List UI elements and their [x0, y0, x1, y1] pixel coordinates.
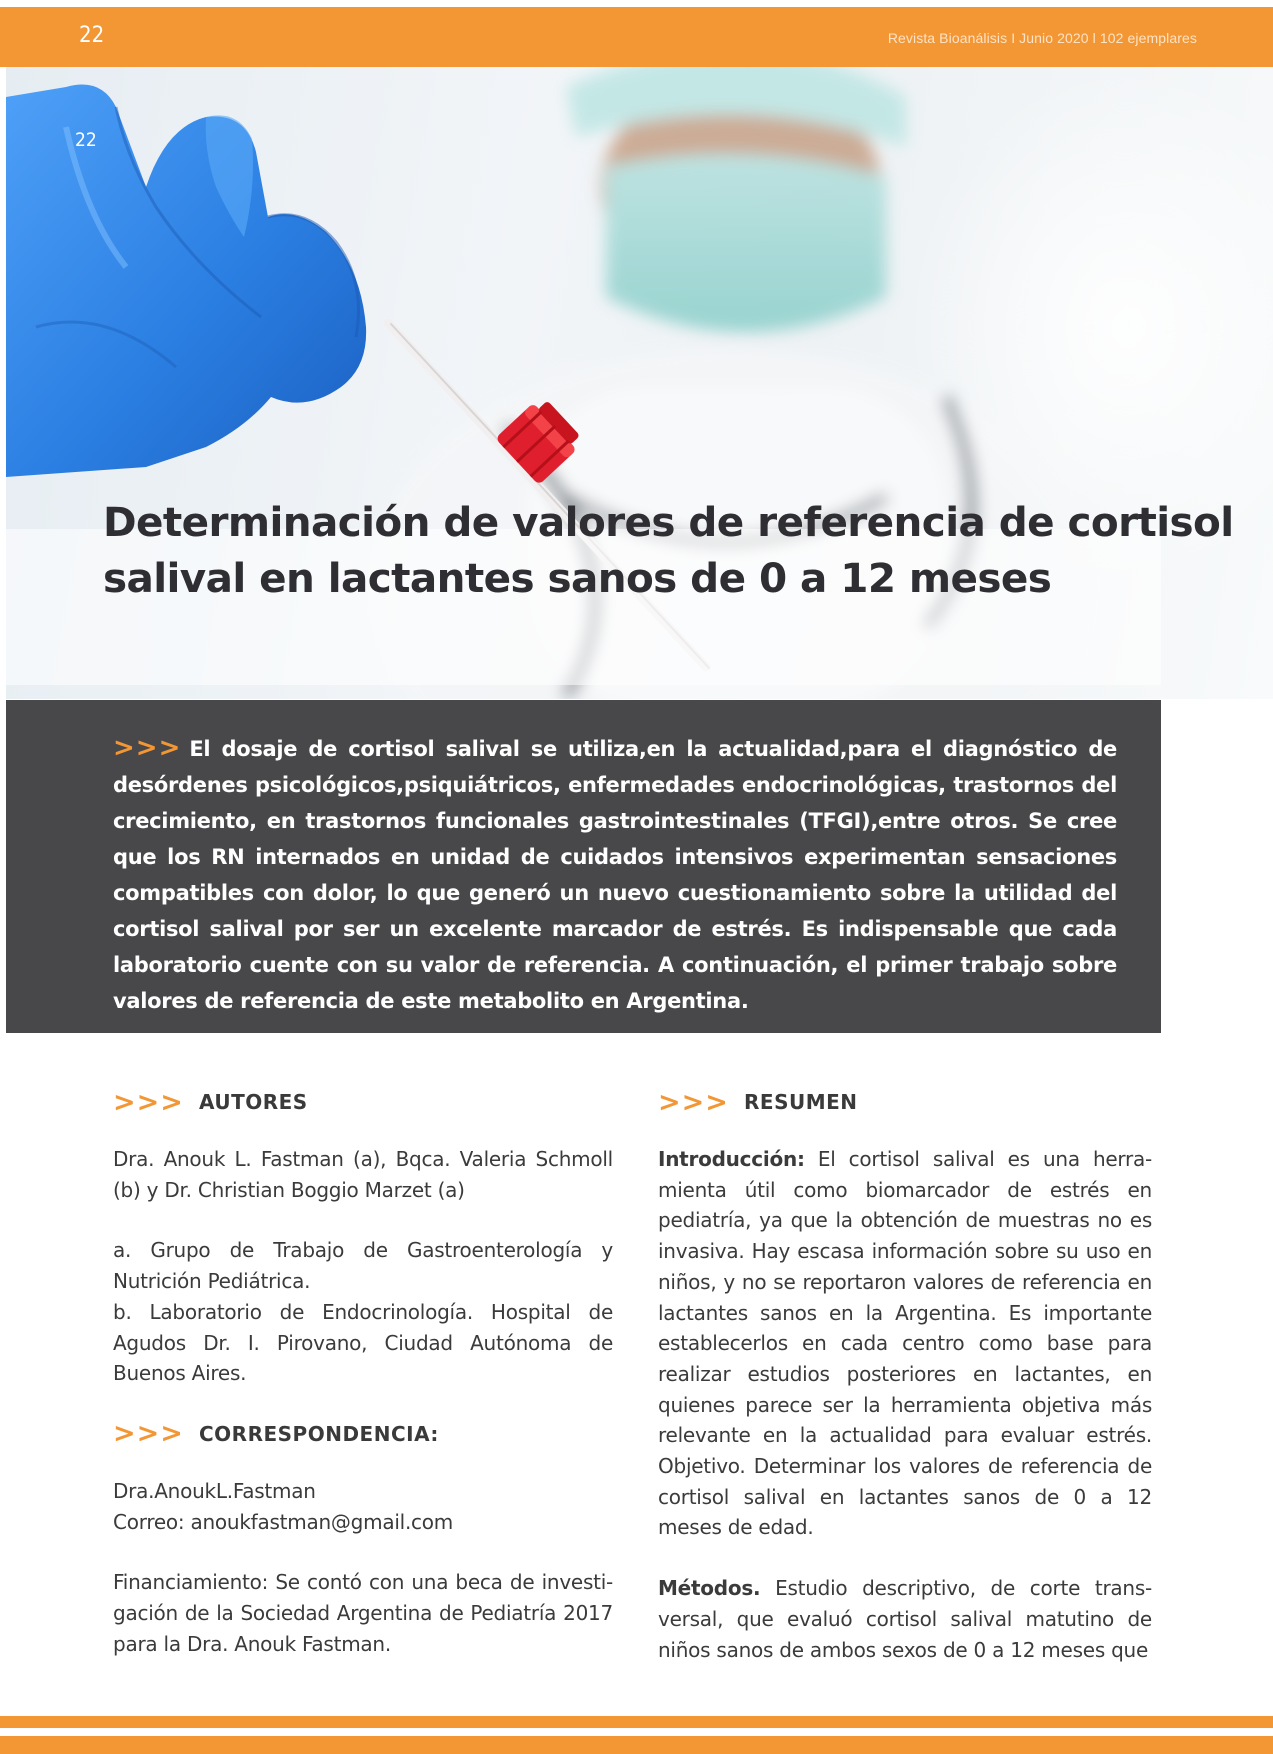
article-title	[103, 494, 1263, 606]
affiliation-a: a. Grupo de Trabajo de Gastroenterología y Nutrición Pediátrica.	[113, 1238, 613, 1294]
correspondence-name: Dra.AnoukL.Fastman	[113, 1478, 316, 1503]
methods-text: Estudio descriptivo, de corte trans-versal, que evaluó cortisol salival matutino de niños sanos de ambos sexos de 0 a 12 meses que	[658, 1576, 1152, 1662]
left-column	[113, 1085, 613, 1659]
summary-heading-label: RESUMEN	[744, 1090, 858, 1114]
footer-bar-thin	[0, 1716, 1273, 1728]
arrows-icon: >>>	[113, 1086, 184, 1118]
funding-text: Financiamiento: Se contó con una beca de investi-gación de la Sociedad Argentina de Pediatría 2017 para la Dra. Anouk Fastman.	[113, 1570, 613, 1656]
correspondence-heading	[113, 1417, 613, 1451]
intro-paragraph	[658, 1144, 1152, 1543]
summary-heading	[658, 1085, 1152, 1119]
right-column	[658, 1085, 1152, 1665]
arrows-icon: >>>	[113, 733, 182, 763]
title-line-2: salival en lactantes sanos de 0 a 12 meses	[103, 554, 1052, 602]
lead-text: El dosaje de cortisol salival se utiliza,en la actualidad,para el diagnóstico de desórdenes psicológicos,psiquiátricos, enfermedades endocrinológicas, trastornos del crecimiento, en trastornos funcionales gastrointestinales (TFGI),entre otros. Se cree que los RN internados en unidad de cuidados intensivos experimentan sensaciones compatibles con dolor, lo que generó un nuevo cuestionamiento sobre la utilidad del cortisol salival por ser un excelente marcador de estrés. Es indispensable que cada laboratorio cuente con su valor de referencia. A continuación, el primer trabajo sobre valores de referencia de este metabolito en Argentina.	[113, 737, 1117, 1013]
lead-paragraph	[113, 730, 1117, 1019]
authors-heading-label: AUTORES	[199, 1090, 308, 1114]
masthead-text: Revista Bioanálisis I Junio 2020 l 102 ejemplares	[887, 30, 1197, 46]
footer-bar	[0, 1736, 1273, 1754]
arrows-icon: >>>	[113, 1418, 184, 1450]
authors-heading	[113, 1085, 613, 1119]
arrows-icon: >>>	[658, 1086, 729, 1118]
blue-glove-hand	[6, 85, 366, 478]
intro-text: El cortisol salival es una herra-mienta útil como biomarcador de estrés en pediatría, ya que la obtención de muestras no es invasiva. Hay escasa información sobre su uso en niños, y no se reportaron valores de referencia en lactantes sanos en la Argentina. Es importante establecerlos en cada centro como base para realizar estudios posteriores en lactantes, en quienes parece ser la herramienta objetiva más relevante en la actualidad para evaluar estrés. Objetivo. Determinar los valores de referencia de cortisol salival en lactantes sanos de 0 a 12 meses de edad.	[658, 1147, 1152, 1540]
top-header-bar	[0, 7, 1273, 67]
hero-page-number: 22	[75, 129, 97, 151]
title-line-1: Determinación de valores de referencia de cortisol	[103, 498, 1234, 546]
correspondence-email[interactable]: Correo: anoukfastman@gmail.com	[113, 1509, 454, 1534]
correspondence-heading-label: CORRESPONDENCIA:	[199, 1421, 439, 1446]
methods-label: Métodos.	[658, 1576, 761, 1601]
page-number: 22	[79, 23, 105, 48]
methods-paragraph	[658, 1573, 1152, 1665]
affiliation-b: b. Laboratorio de Endocrinología. Hospital de Agudos Dr. I. Pirovano, Ciudad Autónoma de Buenos Aires.	[113, 1299, 613, 1386]
lead-box	[6, 700, 1161, 1033]
authors-text: Dra. Anouk L. Fastman (a), Bqca. Valeria Schmoll (b) y Dr. Christian Boggio Marzet (a)	[113, 1147, 613, 1202]
intro-label: Introducción:	[658, 1147, 805, 1171]
